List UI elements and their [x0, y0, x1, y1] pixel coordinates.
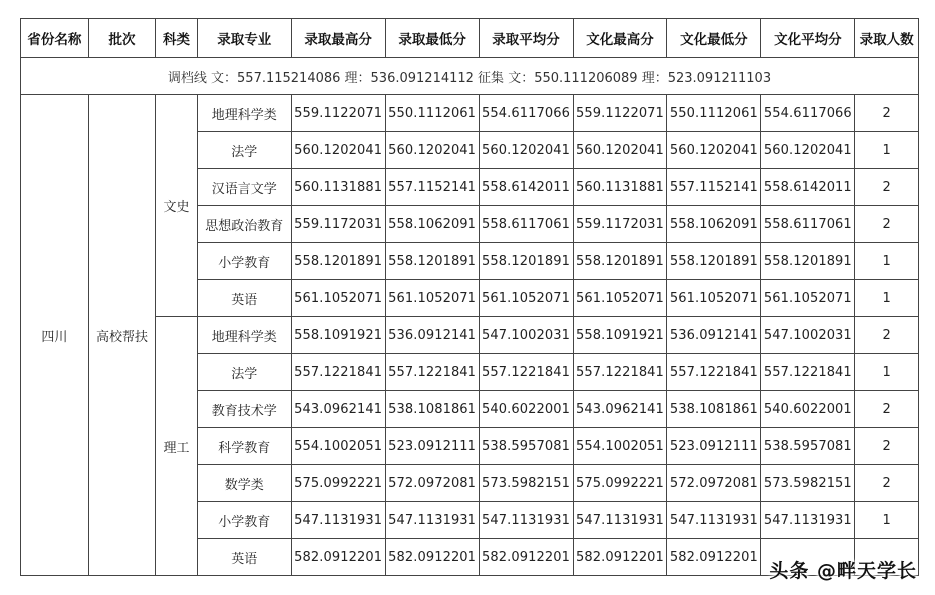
- admission-max-cell: 547.1131931: [291, 502, 385, 539]
- culture-avg-cell: 560.1202041: [761, 132, 855, 169]
- admitted-count-cell: 1: [855, 280, 919, 317]
- admission-min-cell: 547.1131931: [385, 502, 479, 539]
- major-cell: 英语: [197, 280, 291, 317]
- admission-avg-cell: 582.0912201: [479, 539, 573, 576]
- watermark: 头条 @畔天学长: [769, 560, 917, 582]
- culture-min-cell: 536.0912141: [667, 317, 761, 354]
- province-cell: 四川: [21, 95, 89, 576]
- admission-min-cell: 557.1152141: [385, 169, 479, 206]
- culture-max-cell: 554.1002051: [573, 428, 667, 465]
- admission-min-cell: 558.1062091: [385, 206, 479, 243]
- admission-avg-cell: 547.1002031: [479, 317, 573, 354]
- admission-max-cell: 560.1202041: [291, 132, 385, 169]
- batch-cell: 高校帮扶: [88, 95, 156, 576]
- cutoff-notice: 调档线 文：557.115214086 理：536.091214112 征集 文：550.111206089 理：523.091211103: [21, 58, 919, 95]
- header-category: 科类: [156, 19, 197, 58]
- admission-max-cell: 559.1122071: [291, 95, 385, 132]
- culture-avg-cell: 540.6022001: [761, 391, 855, 428]
- admission-avg-cell: 558.6142011: [479, 169, 573, 206]
- culture-min-cell: 572.0972081: [667, 465, 761, 502]
- culture-min-cell: 547.1131931: [667, 502, 761, 539]
- culture-max-cell: 575.0992221: [573, 465, 667, 502]
- culture-avg-cell: 554.6117066: [761, 95, 855, 132]
- culture-avg-cell: 558.6117061: [761, 206, 855, 243]
- admission-max-cell: 560.1131881: [291, 169, 385, 206]
- admission-avg-cell: 554.6117066: [479, 95, 573, 132]
- table-row: [21, 95, 919, 132]
- admission-avg-cell: 547.1131931: [479, 502, 573, 539]
- major-cell: 地理科学类: [197, 317, 291, 354]
- header-admission-min: 录取最低分: [385, 19, 479, 58]
- culture-max-cell: 557.1221841: [573, 354, 667, 391]
- admission-min-cell: 582.0912201: [385, 539, 479, 576]
- admitted-count-cell: 2: [855, 169, 919, 206]
- admission-max-cell: 558.1091921: [291, 317, 385, 354]
- admission-min-cell: 550.1112061: [385, 95, 479, 132]
- major-cell: 思想政治教育: [197, 206, 291, 243]
- culture-max-cell: 558.1091921: [573, 317, 667, 354]
- header-batch: 批次: [88, 19, 156, 58]
- header-culture-min: 文化最低分: [667, 19, 761, 58]
- culture-avg-cell: 573.5982151: [761, 465, 855, 502]
- admitted-count-cell: 2: [855, 428, 919, 465]
- category-cell: 理工: [156, 317, 197, 576]
- major-cell: 教育技术学: [197, 391, 291, 428]
- culture-max-cell: 561.1052071: [573, 280, 667, 317]
- admission-min-cell: 557.1221841: [385, 354, 479, 391]
- admission-avg-cell: 558.1201891: [479, 243, 573, 280]
- admission-avg-cell: 540.6022001: [479, 391, 573, 428]
- culture-avg-cell: 557.1221841: [761, 354, 855, 391]
- major-cell: 小学教育: [197, 243, 291, 280]
- admission-min-cell: 560.1202041: [385, 132, 479, 169]
- header-culture-avg: 文化平均分: [761, 19, 855, 58]
- major-cell: 科学教育: [197, 428, 291, 465]
- culture-min-cell: 557.1221841: [667, 354, 761, 391]
- culture-max-cell: 559.1122071: [573, 95, 667, 132]
- major-cell: 地理科学类: [197, 95, 291, 132]
- major-cell: 小学教育: [197, 502, 291, 539]
- header-province: 省份名称: [21, 19, 89, 58]
- culture-min-cell: 582.0912201: [667, 539, 761, 576]
- culture-avg-cell: 547.1002031: [761, 317, 855, 354]
- culture-avg-cell: 547.1131931: [761, 502, 855, 539]
- admission-max-cell: 559.1172031: [291, 206, 385, 243]
- culture-max-cell: 547.1131931: [573, 502, 667, 539]
- header-admission-avg: 录取平均分: [479, 19, 573, 58]
- admission-min-cell: 561.1052071: [385, 280, 479, 317]
- admission-max-cell: 543.0962141: [291, 391, 385, 428]
- header-admission-max: 录取最高分: [291, 19, 385, 58]
- admission-avg-cell: 558.6117061: [479, 206, 573, 243]
- major-cell: 英语: [197, 539, 291, 576]
- table-row: [21, 317, 919, 354]
- culture-avg-cell: 558.6142011: [761, 169, 855, 206]
- notice-row: [21, 58, 919, 95]
- culture-max-cell: 560.1202041: [573, 132, 667, 169]
- header-row: [21, 19, 919, 58]
- admission-min-cell: 536.0912141: [385, 317, 479, 354]
- culture-max-cell: 543.0962141: [573, 391, 667, 428]
- culture-min-cell: 523.0912111: [667, 428, 761, 465]
- culture-avg-cell: 561.1052071: [761, 280, 855, 317]
- major-cell: 数学类: [197, 465, 291, 502]
- culture-max-cell: 558.1201891: [573, 243, 667, 280]
- culture-avg-cell: 538.5957081: [761, 428, 855, 465]
- admitted-count-cell: 2: [855, 317, 919, 354]
- culture-min-cell: 558.1062091: [667, 206, 761, 243]
- admission-min-cell: 572.0972081: [385, 465, 479, 502]
- header-admitted-count: 录取人数: [855, 19, 919, 58]
- culture-min-cell: 561.1052071: [667, 280, 761, 317]
- admission-table: [20, 18, 919, 576]
- major-cell: 法学: [197, 354, 291, 391]
- admitted-count-cell: 1: [855, 243, 919, 280]
- header-major: 录取专业: [197, 19, 291, 58]
- admission-max-cell: 582.0912201: [291, 539, 385, 576]
- culture-max-cell: 560.1131881: [573, 169, 667, 206]
- category-cell: 文史: [156, 95, 197, 317]
- admitted-count-cell: 2: [855, 95, 919, 132]
- admission-avg-cell: 561.1052071: [479, 280, 573, 317]
- admission-min-cell: 523.0912111: [385, 428, 479, 465]
- admitted-count-cell: 2: [855, 206, 919, 243]
- major-cell: 汉语言文学: [197, 169, 291, 206]
- culture-min-cell: 550.1112061: [667, 95, 761, 132]
- admission-avg-cell: 538.5957081: [479, 428, 573, 465]
- admitted-count-cell: 2: [855, 465, 919, 502]
- admission-avg-cell: 573.5982151: [479, 465, 573, 502]
- culture-avg-cell: 558.1201891: [761, 243, 855, 280]
- culture-max-cell: 582.0912201: [573, 539, 667, 576]
- admission-max-cell: 557.1221841: [291, 354, 385, 391]
- admitted-count-cell: 1: [855, 502, 919, 539]
- admission-max-cell: 575.0992221: [291, 465, 385, 502]
- admission-max-cell: 554.1002051: [291, 428, 385, 465]
- major-cell: 法学: [197, 132, 291, 169]
- culture-min-cell: 560.1202041: [667, 132, 761, 169]
- culture-min-cell: 557.1152141: [667, 169, 761, 206]
- admission-avg-cell: 557.1221841: [479, 354, 573, 391]
- admission-avg-cell: 560.1202041: [479, 132, 573, 169]
- admission-max-cell: 558.1201891: [291, 243, 385, 280]
- header-culture-max: 文化最高分: [573, 19, 667, 58]
- admission-min-cell: 558.1201891: [385, 243, 479, 280]
- admitted-count-cell: 1: [855, 354, 919, 391]
- culture-min-cell: 558.1201891: [667, 243, 761, 280]
- admission-min-cell: 538.1081861: [385, 391, 479, 428]
- admitted-count-cell: 1: [855, 132, 919, 169]
- admitted-count-cell: 2: [855, 391, 919, 428]
- culture-min-cell: 538.1081861: [667, 391, 761, 428]
- culture-max-cell: 559.1172031: [573, 206, 667, 243]
- admission-max-cell: 561.1052071: [291, 280, 385, 317]
